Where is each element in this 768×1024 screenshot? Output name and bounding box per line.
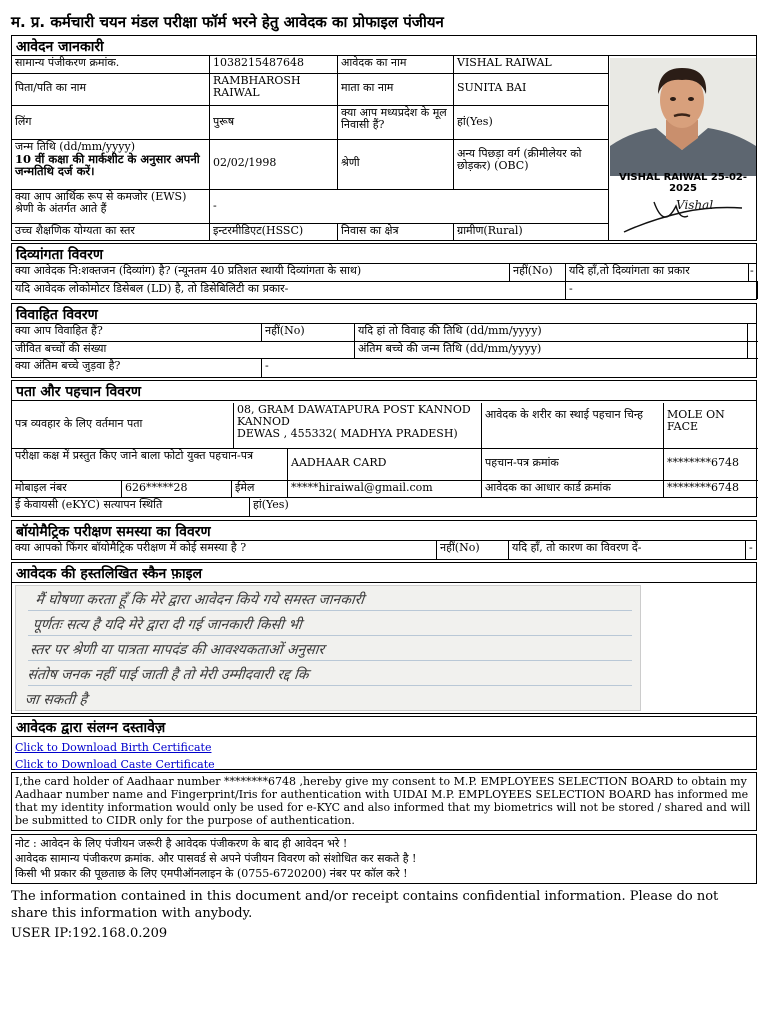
father-label: पिता/पति का नाम <box>12 74 210 106</box>
notes-section <box>11 834 757 884</box>
id-proof-value: AADHAAR CARD <box>288 449 482 481</box>
address-label: पत्र व्यवहार के लिए वर्तमान पता <box>12 403 234 449</box>
dob-note: 10 वीं कक्षा की मार्कशीट के अनुसार अपनी जन्मतिथि दर्ज करें। <box>15 152 200 178</box>
last-child-dob-value <box>748 342 758 359</box>
biometric-reason-label: यदि हाँ, तो कारण का विवरण दें- <box>509 541 746 559</box>
residence-label: निवास का क्षेत्र <box>338 224 454 241</box>
section-heading: पता और पहचान विवरण <box>12 381 756 401</box>
mother-label: माता का नाम <box>338 74 454 106</box>
mother-value: SUNITA BAI <box>454 74 609 106</box>
last-child-dob-label: अंतिम बच्चे की जन्म तिथि (dd/mm/yyyy) <box>355 342 748 359</box>
disability-answer: नहीं(No) <box>510 264 566 282</box>
reg-no-label: सामान्य पंजीकरण क्रमांक. <box>12 56 210 74</box>
handwriting-scan <box>15 585 641 711</box>
id-number-value: ********6748 <box>664 449 758 481</box>
residence-value: ग्रामीण(Rural) <box>454 224 609 241</box>
handwriting-line: जा सकती है <box>23 692 88 708</box>
page-title: म. प्र. कर्मचारी चयन मंडल परीक्षा फॉर्म भरने हेतु आवेदक का प्रोफाइल पंजीयन <box>11 13 444 31</box>
identification-mark-label: आवेदक के शरीर का स्थाई पहचान चिन्ह <box>482 403 664 449</box>
signature-icon <box>620 190 750 236</box>
disability-type-value: - <box>749 264 758 282</box>
married-value: नहीं(No) <box>262 324 355 342</box>
confidential-notice: The information contained in this document and/or receipt contains confidential information. Please do not share this information with anybody. <box>11 889 719 921</box>
mp-native-label: क्या आप मध्यप्रदेश के मूल निवासी हैं? <box>338 106 454 140</box>
handwriting-line: स्तर पर श्रेणी या पात्रता मापदंड की आवश्यकताओं अनुसार <box>29 642 326 658</box>
section-heading: आवेदक द्वारा संलग्न दस्तावेज़ <box>12 717 756 737</box>
education-value: इन्टरमीडिएट(HSSC) <box>210 224 338 241</box>
consent-section <box>11 772 757 831</box>
email-label: ईमेल <box>232 481 288 498</box>
email-value: *****hiraiwal@gmail.com <box>288 481 482 498</box>
note-line: आवेदक सामान्य पंजीकरण क्रमांक. और पासवर्ड से अपने पंजीयन विवरण को संशोधित कर सकते है ! <box>15 852 417 865</box>
ekyc-label: ई केवायसी (eKYC) सत्यापन स्थिति <box>12 498 250 516</box>
twins-label: क्या अंतिम बच्चे जुड़वा है? <box>12 359 262 377</box>
gender-value: पुरूष <box>210 106 338 140</box>
aadhaar-label: आवेदक का आधार कार्ड क्रमांक <box>482 481 664 498</box>
dob-value: 02/02/1998 <box>210 140 338 190</box>
handwritten-section <box>11 562 757 714</box>
section-heading: विवाहित विवरण <box>12 304 756 324</box>
identification-mark-value: MOLE ON FACE <box>664 403 758 449</box>
section-heading: दिव्यांगता विवरण <box>12 244 756 264</box>
disability-question: क्या आवेदक नि:शक्तजन (दिव्यांग) है? (न्यूनतम 40 प्रतिशत स्थायी दिव्यांगता के साथ) <box>12 264 510 282</box>
ews-value: - <box>210 190 609 224</box>
reg-no-value: 1038215487648 <box>210 56 338 74</box>
mobile-value: 626*****28 <box>122 481 232 498</box>
biometric-answer: नहीं(No) <box>437 541 509 559</box>
biometric-section <box>11 520 757 560</box>
handwriting-line: संतोष जनक नहीं पाई जाती है तो मेरी उम्मीदवारी रद्द कि <box>26 667 310 683</box>
category-value: अन्य पिछड़ा वर्ग (क्रीमीलेयर को छोड़कर) (OBC) <box>454 140 609 190</box>
dob-label: जन्म तिथि (dd/mm/yyyy) 10 वीं कक्षा की मार्कशीट के अनुसार अपनी जन्मतिथि दर्ज करें। <box>12 140 210 190</box>
marital-section <box>11 303 757 378</box>
handwriting-line: मैं घोषणा करता हूँ कि मेरे द्वारा आवेदन किये गये समस्त जानकारी <box>34 592 365 608</box>
biometric-reason-value: - <box>749 541 753 554</box>
mobile-label: मोबाइल नंबर <box>12 481 122 498</box>
twins-value: - <box>265 359 269 372</box>
section-heading: बॉयोमैट्रिक परीक्षण समस्या का विवरण <box>12 521 756 541</box>
marriage-date-label: यदि हां तो विवाह की तिथि (dd/mm/yyyy) <box>355 324 748 342</box>
user-ip: USER IP:192.168.0.209 <box>11 926 168 941</box>
note-line: किसी भी प्रकार की पूछताछ के लिए एमपीऑनलाइन के (0755-6720200) नंबर पर कॉल करे ! <box>15 867 408 880</box>
download-caste-certificate-link[interactable]: Click to Download Caste Certificate <box>15 758 215 771</box>
category-label: श्रेणी <box>338 140 454 190</box>
handwriting-lines <box>23 588 640 713</box>
section-heading: आवेदक की हस्तलिखित स्कैन फ़ाइल <box>12 563 756 583</box>
address-value: 08, GRAM DAWATAPURA POST KANNOD KANNOD DEWAS , 455332( MADHYA PRADESH) <box>234 403 482 449</box>
signature-text: Vishal <box>676 198 714 212</box>
name-label: आवेदक का नाम <box>338 56 454 74</box>
documents-section <box>11 716 757 770</box>
gender-label: लिंग <box>12 106 210 140</box>
consent-text: I,the card holder of Aadhaar number ********6748 ,hereby give my consent to M.P. EMPLOYEES SELECTION BOARD to obtain my Aadhaar number name and Fingerprint/Iris for authentication with UIDAI M.P. EMPLOYEES SELECTION BOARD has informed me that my identity information would only be used for e-KYC and also informed that my biometrics will not be stored / shared and will be submitted to CIDR only for the purpose of authentication. <box>15 775 751 827</box>
id-number-label: पहचान-पत्र क्रमांक <box>482 449 664 481</box>
father-value: RAMBHAROSH RAIWAL <box>210 74 338 106</box>
mp-native-value: हां(Yes) <box>454 106 609 140</box>
biometric-question: क्या आपको फिंगर बॉयोमैट्रिक परीक्षण में कोई समस्या है ? <box>12 541 437 559</box>
applicant-photo <box>610 58 756 238</box>
locomotor-value: - <box>566 282 758 299</box>
disability-type-label: यदि हाँ,तो दिव्यांगता का प्रकार <box>566 264 749 282</box>
name-value: VISHAL RAIWAL <box>454 56 609 74</box>
handwriting-line: पूर्णतः सत्य है यदि मेरे द्वारा दी गई जानकारी किसी भी <box>31 617 303 633</box>
marriage-date-value <box>748 324 758 342</box>
disability-section <box>11 243 757 300</box>
address-section <box>11 380 757 517</box>
ews-label: क्या आप आर्थिक रूप से कमजोर (EWS) श्रेणी के अंतर्गत आते हैं <box>12 190 210 224</box>
married-label: क्या आप विवाहित हैं? <box>12 324 262 342</box>
locomotor-label: यदि आवेदक लोकोमोटर डिसेबल (LD) है, तो डिसेबिलिटी का प्रकार- <box>12 282 566 299</box>
aadhaar-value: ********6748 <box>664 481 758 498</box>
ekyc-value: हां(Yes) <box>253 498 289 511</box>
photo-caption: VISHAL RAIWAL 25-02-2025 <box>618 172 748 194</box>
children-count-label: जीवित बच्चों की संख्या <box>12 342 355 359</box>
download-birth-certificate-link[interactable]: Click to Download Birth Certificate <box>15 741 212 754</box>
note-line: नोट : आवेदन के लिए पंजीयन जरूरी है आवेदक पंजीकरण के बाद ही आवेदन भरे ! <box>15 837 348 850</box>
id-proof-label: परीक्षा कक्ष में प्रस्तुत किए जाने बाला फोटो युक्त पहचान-पत्र <box>12 449 288 481</box>
education-label: उच्च शैक्षणिक योग्यता का स्तर <box>12 224 210 241</box>
application-info-section <box>11 35 757 241</box>
section-heading: आवेदन जानकारी <box>12 36 756 56</box>
